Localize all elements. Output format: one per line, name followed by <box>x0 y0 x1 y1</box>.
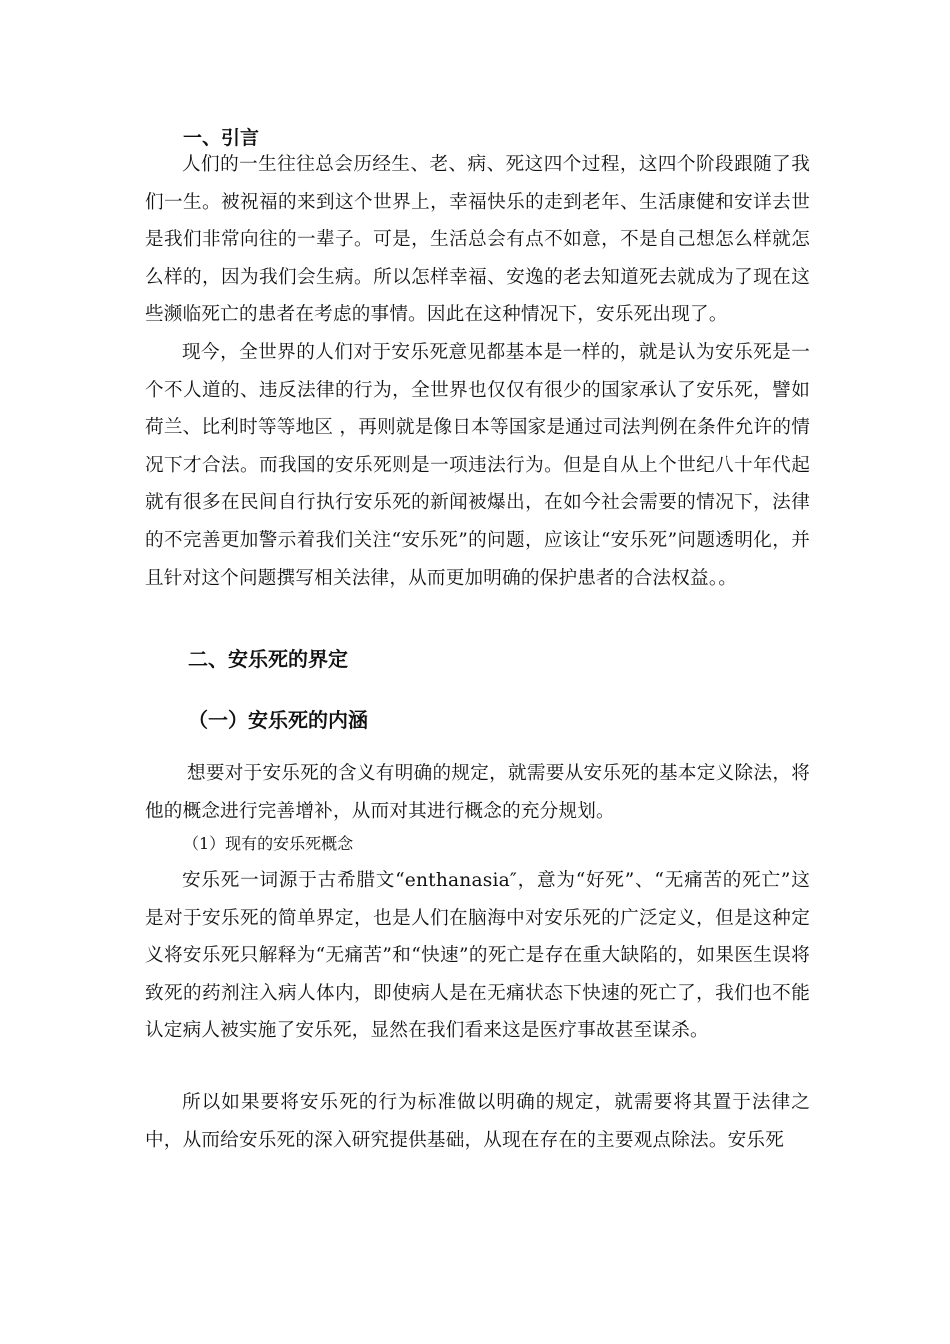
section-2-1-paragraph-1: 想要对于安乐死的含义有明确的规定，就需要从安乐死的基本定义除法，将他的概念进行完善增补，从而对其进行概念的充分规划。 <box>145 763 810 822</box>
intro-paragraph-2: 现今，全世界的人们对于安乐死意见都基本是一样的，就是认为安乐死是一个不人道的、违反法律的行为，全世界也仅仅有很少的国家承认了安乐死，譬如荷兰、比利时等等地区 ，再则就是像日本等国家是通过司法判例在条件允许的情况下才合法。而我国的安乐死则是一项违法行为。但是自从上个世纪八十年代起就有很多在民间自行执行安乐死的新闻被爆出，在如今社会需要的情况下，法律的不完善更加警示着我们关注“安乐死”的问题，应该让“安乐死”问题透明化，并且针对这个问题撰写相关法律，从而更加明确的保护患者的合法权益。。 <box>145 342 810 589</box>
subheading-existing-concept: （1）现有的安乐死概念 <box>183 834 354 853</box>
section-2-1-paragraph-3: 所以如果要将安乐死的行为标准做以明确的规定，就需要将其置于法律之中，从而给安乐死的深入研究提供基础，从现在存在的主要观点除法。安乐死 <box>145 1092 810 1151</box>
section-2-heading: 二、安乐死的界定 <box>188 647 348 671</box>
section-2-1-paragraph-2: 安乐死一词源于古希腊文“enthanasia″，意为“好死”、“无痛苦的死亡”这是对于安乐死的简单界定，也是人们在脑海中对安乐死的广泛定义，但是这种定义将安乐死只解释为“无痛苦”和“快速”的死亡是存在重大缺陷的，如果医生误将致死的药剂注入病人体内，即使病人是在无痛状态下快速的死亡了，我们也不能认定病人被实施了安乐死，显然在我们看来这是医疗事故甚至谋杀。 <box>145 870 810 1042</box>
section-2-1-heading: （一）安乐死的内涵 <box>188 708 368 732</box>
intro-paragraph-1: 人们的一生往往总会历经生、老、病、死这四个过程，这四个阶段跟随了我们一生。被祝福的来到这个世界上，幸福快乐的走到老年、生活康健和安详去世是我们非常向往的一辈子。可是，生活总会有点不如意，不是自己想怎么样就怎么样的，因为我们会生病。所以怎样幸福、安逸的老去知道死去就成为了现在这些濒临死亡的患者在考虑的事情。因此在这种情况下，安乐死出现了。 <box>145 154 810 326</box>
intro-heading: 一、引言 <box>183 127 260 149</box>
